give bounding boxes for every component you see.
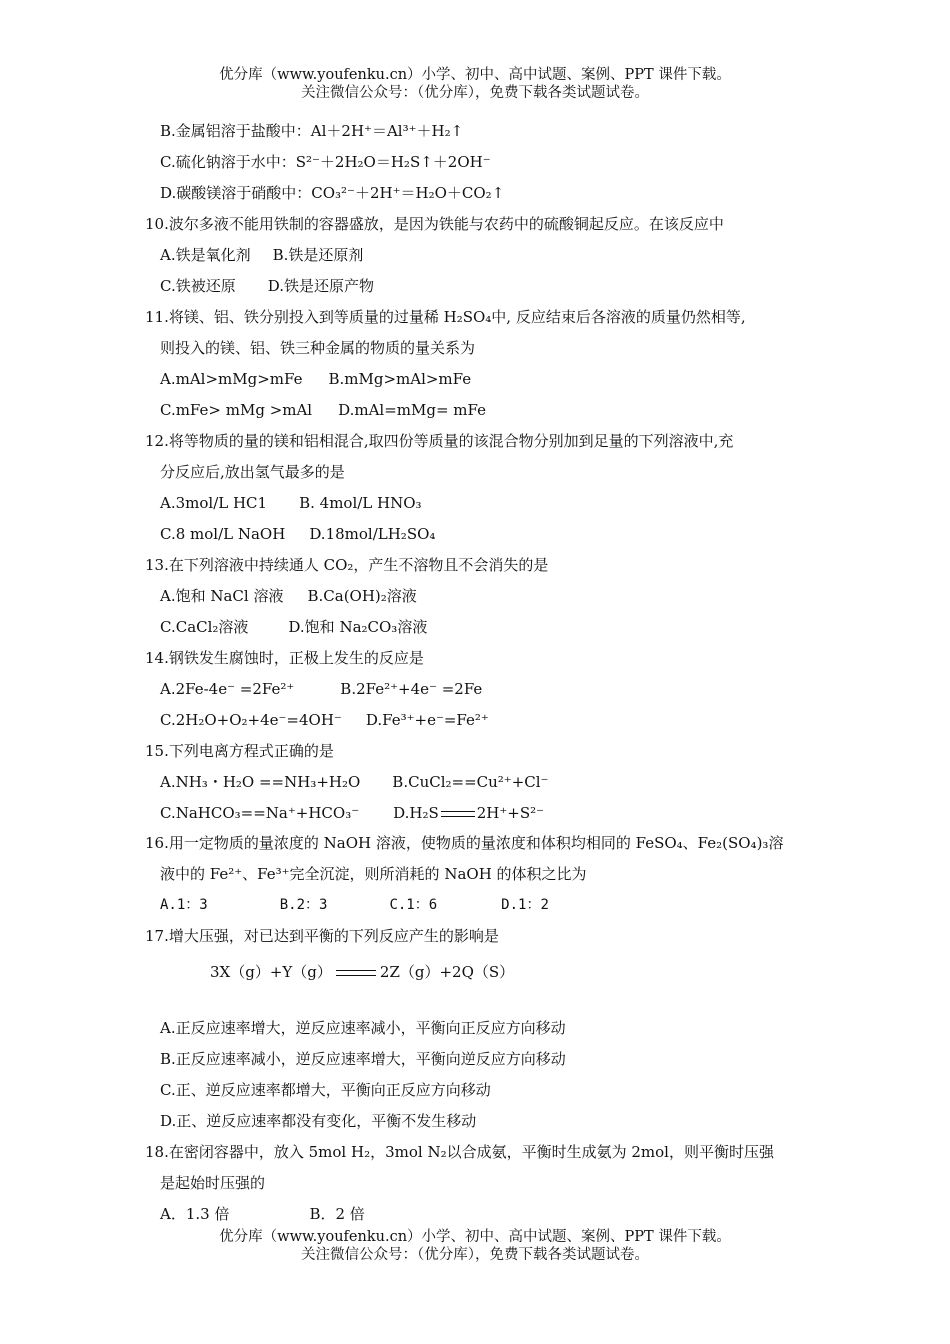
q11-options-ab <box>160 369 471 389</box>
q9-option-d: D.碳酸镁溶于硝酸中：CO₃²⁻＋2H⁺＝H₂O＋CO₂↑ <box>160 184 505 202</box>
q13-stem: 13.在下列溶液中持续通人 CO₂，产生不溶物且不会消失的是 <box>145 556 549 574</box>
q18-options <box>160 1204 365 1224</box>
q12-option-b: B. 4mol/L HNO₃ <box>299 494 422 512</box>
q14-options-ab <box>160 679 482 699</box>
q13-option-a: A.饱和 NaCl 溶液 <box>160 587 284 605</box>
q17-equation-left: 3X（g）+Y（g） <box>210 963 332 981</box>
q17-option-d: D.正、逆反应速率都没有变化，平衡不发生移动 <box>160 1112 477 1130</box>
q14-option-d: D.Fe³⁺+e⁻=Fe²⁺ <box>365 711 489 729</box>
q10-option-c: C.铁被还原 <box>160 277 236 295</box>
q10-options-cd <box>160 276 374 296</box>
q18-option-b: B．2 倍 <box>309 1205 365 1223</box>
q16-option-a: A.1：3 <box>160 897 208 913</box>
q15-options-ab <box>160 772 548 792</box>
q10-option-b: B.铁是还原剂 <box>272 246 364 264</box>
q16-stem-line-2: 液中的 Fe²⁺、Fe³⁺完全沉淀，则所消耗的 NaOH 的体积之比为 <box>160 865 587 883</box>
q11-options-cd <box>160 400 486 420</box>
q17-equation <box>210 962 514 982</box>
q16-stem-line-1: 16.用一定物质的量浓度的 NaOH 溶液，使物质的量浓度和体积均相同的 FeSO₄、Fe₂(SO₄)₃溶 <box>145 834 784 852</box>
page-header <box>0 66 950 102</box>
q12-stem-line-2: 分反应后,放出氢气最多的是 <box>160 463 345 481</box>
q15-option-a: A.NH₃・H₂O ==NH₃+H₂O <box>160 773 361 791</box>
q11-option-b: B.mMg>mAl>mFe <box>328 370 472 388</box>
equilibrium-arrow-icon <box>336 968 376 978</box>
q13-options-ab <box>160 586 417 606</box>
q10-option-a: A.铁是氧化剂 <box>160 246 251 264</box>
q13-options-cd <box>160 617 427 637</box>
q9-option-c: C.硫化钠溶于水中：S²⁻＋2H₂O＝H₂S↑＋2OH⁻ <box>160 153 491 171</box>
page-footer <box>0 1228 950 1264</box>
reversible-arrow-icon <box>441 809 475 819</box>
q12-stem-line-1: 12.将等物质的量的镁和铝相混合,取四份等质量的该混合物分别加到足量的下列溶液中,充 <box>145 432 734 450</box>
q15-options-cd <box>160 803 544 823</box>
q13-option-c: C.CaCl₂溶液 <box>160 618 249 636</box>
q17-option-b: B.正反应速率减小，逆反应速率增大，平衡向逆反应方向移动 <box>160 1050 566 1068</box>
q17-option-a: A.正反应速率增大，逆反应速率减小，平衡向正反应方向移动 <box>160 1019 566 1037</box>
footer-line-2: 关注微信公众号：（优分库），免费下载各类试题试卷。 <box>301 1247 649 1263</box>
q10-stem: 10.波尔多液不能用铁制的容器盛放，是因为铁能与农药中的硫酸铜起反应。在该反应中 <box>145 215 724 233</box>
q9-option-b: B.金属铝溶于盐酸中：Al＋2H⁺＝Al³⁺＋H₂↑ <box>160 122 464 140</box>
q18-stem-line-2: 是起始时压强的 <box>160 1174 266 1192</box>
header-line-1: 优分库（www.youfenku.cn）小学、初中、高中试题、案例、PPT 课件下载。 <box>219 67 731 83</box>
q12-options-cd <box>160 524 435 544</box>
header-line-2: 关注微信公众号：（优分库），免费下载各类试题试卷。 <box>301 85 649 101</box>
q11-option-d: D.mAl=mMg= mFe <box>338 401 486 419</box>
q11-option-c: C.mFe> mMg >mAl <box>160 401 313 419</box>
q12-option-a: A.3mol/L HC1 <box>160 494 268 512</box>
q15-option-d-left: D.H₂S <box>393 804 439 822</box>
q17-stem: 17.增大压强，对已达到平衡的下列反应产生的影响是 <box>145 927 499 945</box>
q16-option-d: D.1：2 <box>501 897 549 913</box>
q11-stem-line-1: 11.将镁、铝、铁分别投入到等质量的过量稀 H₂SO₄中, 反应结束后各溶液的质量仍然相等, <box>145 308 746 326</box>
q15-stem: 15.下列电离方程式正确的是 <box>145 742 334 760</box>
q10-options-ab <box>160 245 363 265</box>
q13-option-d: D.饱和 Na₂CO₃溶液 <box>288 618 428 636</box>
q18-option-a: A．1.3 倍 <box>160 1205 230 1223</box>
q11-option-a: A.mAl>mMg>mFe <box>160 370 303 388</box>
q15-option-c: C.NaHCO₃==Na⁺+HCO₃⁻ <box>160 804 360 822</box>
q14-option-b: B.2Fe²⁺+4e⁻ =2Fe <box>340 680 483 698</box>
q17-equation-right: 2Z（g）+2Q（S） <box>379 963 515 981</box>
q16-option-b: B.2：3 <box>279 897 328 913</box>
q10-option-d: D.铁是还原产物 <box>267 277 374 295</box>
q18-stem-line-1: 18.在密闭容器中，放入 5mol H₂，3mol N₂以合成氨，平衡时生成氨为 2mol，则平衡时压强 <box>145 1143 774 1161</box>
footer-line-1: 优分库（www.youfenku.cn）小学、初中、高中试题、案例、PPT 课件下载。 <box>219 1229 731 1245</box>
q15-option-b: B.CuCl₂==Cu²⁺+Cl⁻ <box>392 773 549 791</box>
q11-stem-line-2: 则投入的镁、铝、铁三种金属的物质的量关系为 <box>160 339 476 357</box>
q14-option-a: A.2Fe-4e⁻ =2Fe²⁺ <box>160 680 295 698</box>
q12-options-ab <box>160 493 422 513</box>
q16-options <box>160 895 549 915</box>
q16-option-c: C.1：6 <box>389 897 438 913</box>
q17-option-c: C.正、逆反应速率都增大，平衡向正反应方向移动 <box>160 1081 491 1099</box>
q13-option-b: B.Ca(OH)₂溶液 <box>307 587 417 605</box>
q14-option-c: C.2H₂O+O₂+4e⁻=4OH⁻ <box>160 711 342 729</box>
q12-option-d: D.18mol/LH₂SO₄ <box>309 525 436 543</box>
q14-options-cd <box>160 710 489 730</box>
q14-stem: 14.钢铁发生腐蚀时，正极上发生的反应是 <box>145 649 424 667</box>
q15-option-d-right: 2H⁺+S²⁻ <box>476 804 545 822</box>
q12-option-c: C.8 mol/L NaOH <box>160 525 286 543</box>
